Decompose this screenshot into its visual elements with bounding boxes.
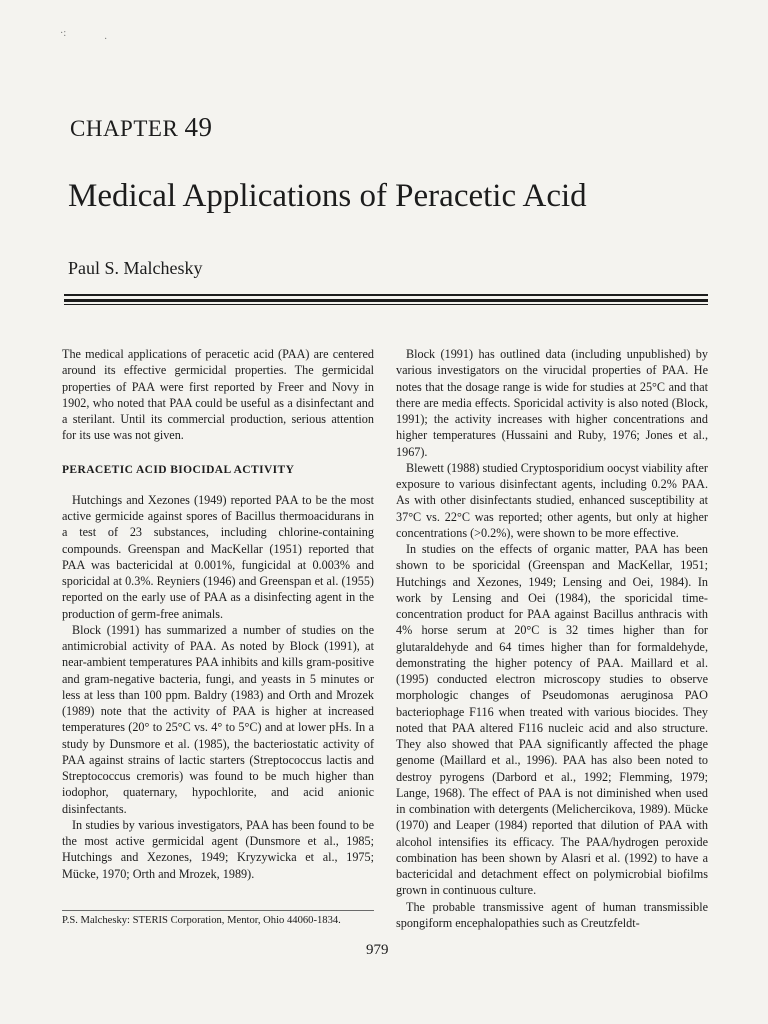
right-column: [396, 346, 708, 931]
body-paragraph: In studies by various investigators, PAA has been found to be the most active germicidal agent (Dunsmore et al., 1985; Hutchings and Xezones, 1949; Kryzywicka et al., 1975; Mücke, 1970; Orth and Mrozek, 1989).: [62, 817, 374, 881]
chapter-label: [70, 112, 213, 143]
page-number: 979: [366, 942, 389, 958]
chapter-word: CHAPTER: [70, 116, 179, 141]
body-paragraph: Hutchings and Xezones (1949) reported PAA to be the most active germicide against spores of Bacillus thermoacidurans in a test of 23 substances, including chlorine-containing compounds. Greenspan and MacKellar (1951) reported that PAA was bactericidal at 0.001%, fungicidal at 0.003% and sporicidal at 0.3%. Reyniers (1946) and Greenspan et al. (1955) reported on the early use of PAA as a disinfecting agent in the production of germ-free animals.: [62, 492, 374, 621]
left-column: [62, 346, 374, 882]
section-heading: PERACETIC ACID BIOCIDAL ACTIVITY: [62, 463, 295, 476]
body-paragraph: The probable transmissive agent of human transmissible spongiform encephalopathies such as Creutzfeldt-: [396, 899, 708, 930]
body-paragraph: Block (1991) has outlined data (including unpublished) by various investigators on the virucidal properties of PAA. He notes that the dosage range is wide for studies at 25°C and that there are media effects. Sporicidal activity is also noted (Block, 1991); the activity increases with higher concentrations and higher temperatures (Hussaini and Ruby, 1976; Jones et al., 1967).: [396, 347, 708, 459]
chapter-number: 49: [184, 112, 213, 142]
header-rule: [64, 304, 708, 305]
body-paragraph: Block (1991) has summarized a number of studies on the antimicrobial activity of PAA. As noted by Block (1991), at near-ambient temperatures PAA inhibits and kills gram-positive and gram-negative bacteria, fungi, and yeasts in 5 minutes or less at less than 100 ppm. Baldry (1983) and Orth and Mrozek (1989) note that the activity of PAA is higher at increased temperatures (20° to 25°C vs. 4° to 5°C) and at lower pHs. In a study by Dunsmore et al. (1985), the bacteriostatic activity of PAA against strains of lactic starters (Streptococcus lactis and Streptococcus cremoris) was found to be much higher than iodophor, quaternary, hypochlorite, and acid anionic disinfectants.: [62, 622, 374, 816]
header-rule: [64, 294, 708, 296]
intro-paragraph: The medical applications of peracetic acid (PAA) are centered around its effective germicidal properties. The germicidal properties of PAA were first reported by Freer and Novy in 1902, who noted that PAA could be useful as a disinfectant and a sterilant. Until its commercial production, serious attention for its use was not given.: [62, 347, 374, 443]
author-name: Paul S. Malchesky: [68, 258, 203, 278]
footnote-text: P.S. Malchesky: STERIS Corporation, Mentor, Ohio 44060-1834.: [62, 915, 341, 926]
scan-speck: ·:: [60, 28, 67, 39]
scan-speck: ·: [104, 34, 108, 45]
author-footnote: [62, 910, 374, 927]
chapter-title: Medical Applications of Peracetic Acid: [68, 178, 587, 214]
body-paragraph: In studies on the effects of organic matter, PAA has been shown to be sporicidal (Greenspan and MacKellar, 1951; Hutchings and Xezones, 1949; Lensing and Oei, 1984). In work by Lensing and Oei (1984), the sporicidal time-concentration product for PAA against Bacillus anthracis with 4% horse serum at 20°C is 32 times higher than for glutaraldehyde and 64 times higher than for formaldehyde, demonstrating the higher potency of PAA. Maillard et al. (1995) conducted electron microscopy studies to observe morphologic changes of Pseudomonas aeruginosa PAO bacteriophage F116 when treated with various biocides. They noted that PAA altered F116 nucleic acid and also structure. They also showed that PAA significantly affected the phage genome (Maillard et al., 1996). PAA has also been noted to destroy pyrogens (Darbord et al., 1992; Flemming, 1979; Lange, 1968). The effect of PAA is not diminished when used in combination with detergents (Melichercikova, 1989). Mücke (1970) and Leaper (1984) reported that dilution of PAA with alcohol intensifies its efficacy. The PAA/hydrogen peroxide combination has been shown by Alasri et al. (1992) to have a bactericidal and detachment effect on polymicrobial biofilms grown in continuous culture.: [396, 542, 708, 898]
header-rule: [64, 299, 708, 302]
body-paragraph: Blewett (1988) studied Cryptosporidium oocyst viability after exposure to various disinfectant agents, including 0.2% PAA. As with other disinfectants studied, enhanced susceptibility at 37°C vs. 22°C was reported; other agents, but only at higher concentrations (>0.2%), were shown to be more effective.: [396, 460, 708, 540]
